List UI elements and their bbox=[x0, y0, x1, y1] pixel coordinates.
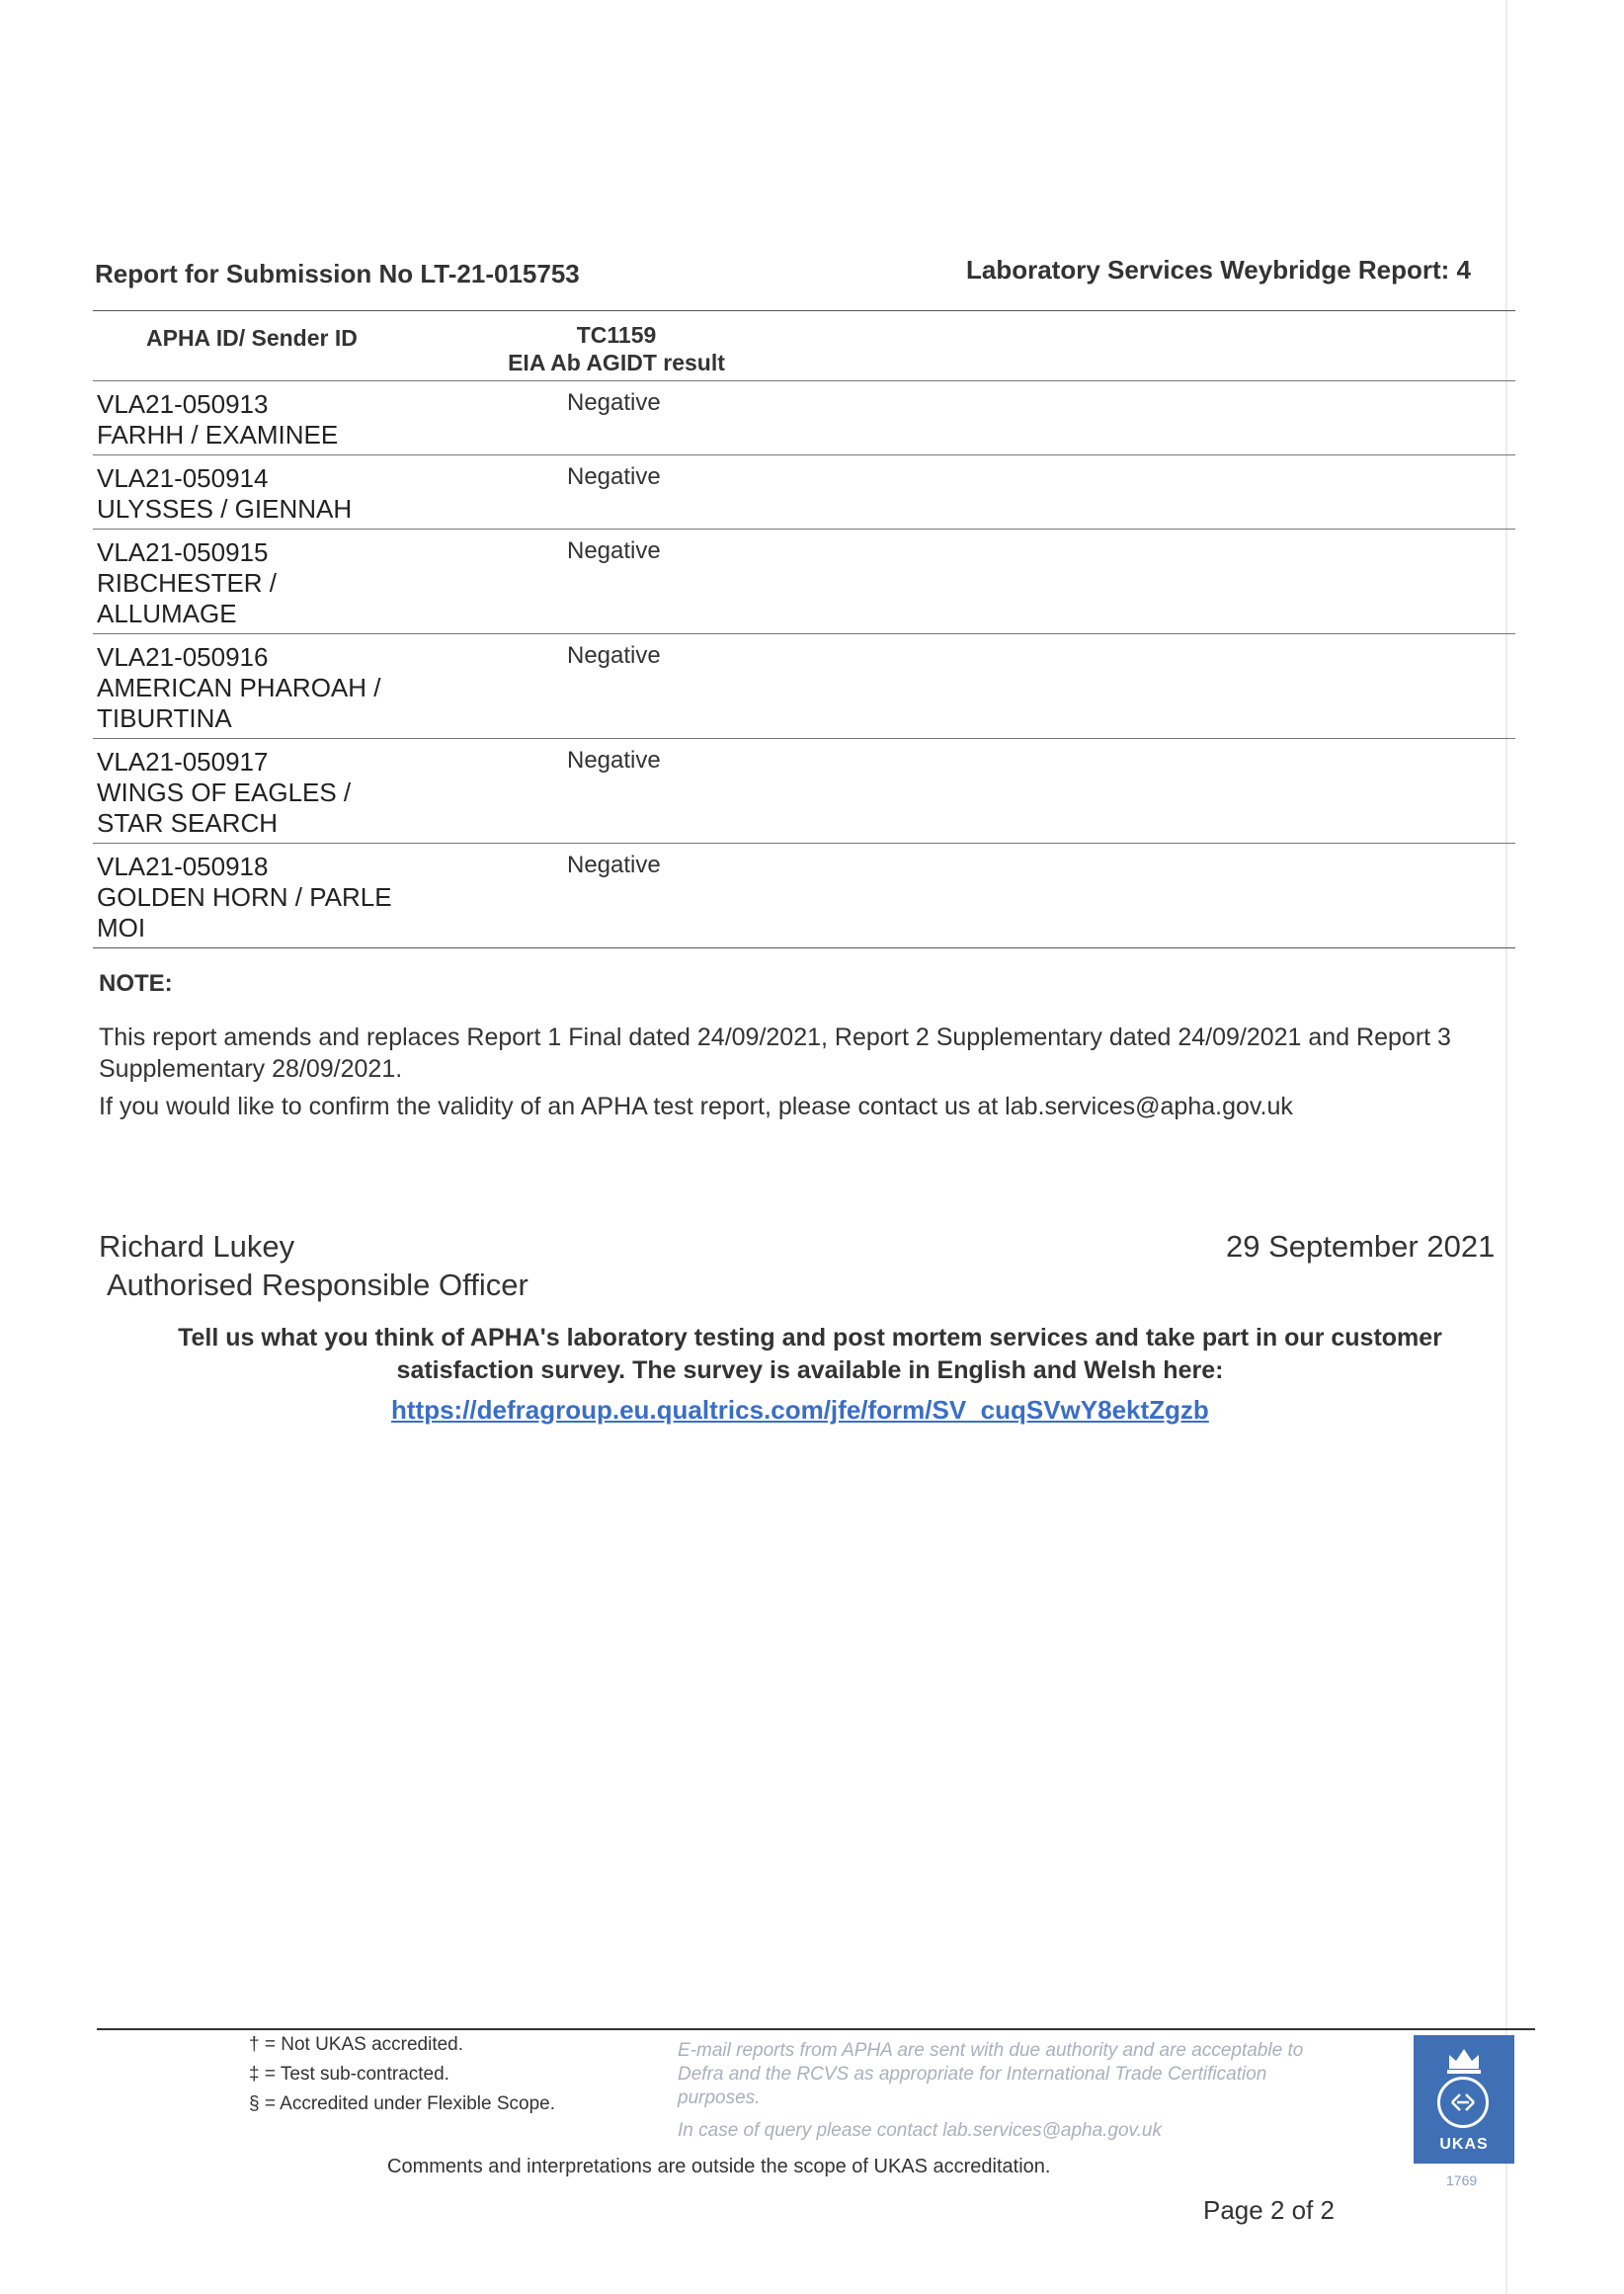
sample-name: FARHH / EXAMINEE bbox=[97, 420, 339, 450]
email-disclaimer: E-mail reports from APHA are sent with due authority and are acceptable to Defra and the RCVS as appropriate for International Trade Certification purposes. bbox=[678, 2040, 1304, 2108]
signatory-role: Authorised Responsible Officer bbox=[107, 1268, 528, 1302]
sample-name-cont: ALLUMAGE bbox=[97, 599, 237, 628]
page-number: Page 2 of 2 bbox=[1203, 2195, 1335, 2225]
sample-name-cont: MOI bbox=[97, 913, 146, 942]
ukas-logo bbox=[1414, 2035, 1514, 2164]
footnote-subcontracted: ‡ = Test sub-contracted. bbox=[249, 2064, 449, 2085]
sample-name: RIBCHESTER / bbox=[97, 568, 278, 598]
table-row bbox=[93, 843, 1515, 947]
submission-header: Report for Submission No LT-21-015753 bbox=[95, 259, 580, 288]
accreditation-scope-note: Comments and interpretations are outside the scope of UKAS accreditation. bbox=[387, 2156, 1051, 2177]
footnote-flexible-scope: § = Accredited under Flexible Scope. bbox=[249, 2093, 555, 2114]
test-result: Negative bbox=[567, 642, 661, 669]
query-contact: In case of query please contact lab.services@apha.gov.uk bbox=[678, 2120, 1162, 2141]
column-header-test bbox=[498, 321, 735, 376]
table-row bbox=[93, 529, 1515, 633]
ukas-number: 1769 bbox=[1446, 2172, 1478, 2188]
sample-name: GOLDEN HORN / PARLE bbox=[97, 882, 392, 912]
test-result: Negative bbox=[567, 463, 661, 490]
survey-invitation: Tell us what you think of APHA's laboratory testing and post mortem services and take part in our customer satisfaction survey. The survey is available in English and Welsh here: bbox=[178, 1324, 1442, 1384]
note-body bbox=[99, 1022, 1502, 1128]
sample-name-cont: TIBURTINA bbox=[97, 703, 232, 733]
crown-icon bbox=[1414, 2039, 1514, 2079]
sample-id: VLA21-050913 bbox=[97, 389, 269, 419]
footnote-not-accredited: † = Not UKAS accredited. bbox=[249, 2034, 464, 2055]
table-bottom-rule bbox=[93, 947, 1515, 948]
test-code: TC1159 bbox=[576, 322, 657, 348]
note-title: NOTE: bbox=[99, 970, 173, 997]
survey-link[interactable]: https://defragroup.eu.qualtrics.com/jfe/form/SV_cuqSVwY8ektZgzb bbox=[391, 1395, 1209, 1425]
sample-name: ULYSSES / GIENNAH bbox=[97, 494, 353, 524]
results-table bbox=[93, 310, 1515, 948]
table-row bbox=[93, 454, 1515, 529]
note-amendment: This report amends and replaces Report 1 Final dated 24/09/2021, Report 2 Supplementary dated 24/09/2021 and Report 3 Supplementary 28/09/2021. bbox=[99, 1024, 1451, 1083]
table-row bbox=[93, 738, 1515, 843]
column-header-id: APHA ID/ Sender ID bbox=[146, 325, 358, 351]
sample-id: VLA21-050916 bbox=[97, 642, 269, 672]
test-result: Negative bbox=[567, 389, 661, 416]
test-name: EIA Ab AGIDT result bbox=[508, 350, 725, 375]
lab-report-header: Laboratory Services Weybridge Report: 4 bbox=[966, 255, 1472, 285]
report-date: 29 September 2021 bbox=[1226, 1229, 1496, 1264]
sample-name-cont: STAR SEARCH bbox=[97, 808, 278, 838]
test-result: Negative bbox=[567, 747, 661, 774]
sample-name: AMERICAN PHAROAH / bbox=[97, 673, 381, 702]
sample-id: VLA21-050914 bbox=[97, 463, 269, 493]
ukas-tick-icon bbox=[1437, 2077, 1489, 2128]
note-validity: If you would like to confirm the validity of an APHA test report, please contact us at lab.services@apha.gov.uk bbox=[99, 1093, 1293, 1120]
sample-id: VLA21-050918 bbox=[97, 852, 269, 881]
sample-name: WINGS OF EAGLES / bbox=[97, 778, 352, 807]
table-header bbox=[93, 311, 1515, 380]
table-row bbox=[93, 380, 1515, 454]
footer-rule bbox=[97, 2028, 1535, 2030]
sample-id: VLA21-050915 bbox=[97, 537, 269, 567]
ukas-label: UKAS bbox=[1439, 2136, 1489, 2153]
table-row bbox=[93, 633, 1515, 738]
sample-id: VLA21-050917 bbox=[97, 747, 269, 777]
test-result: Negative bbox=[567, 537, 661, 564]
signatory-name: Richard Lukey bbox=[99, 1229, 295, 1264]
test-result: Negative bbox=[567, 852, 661, 878]
